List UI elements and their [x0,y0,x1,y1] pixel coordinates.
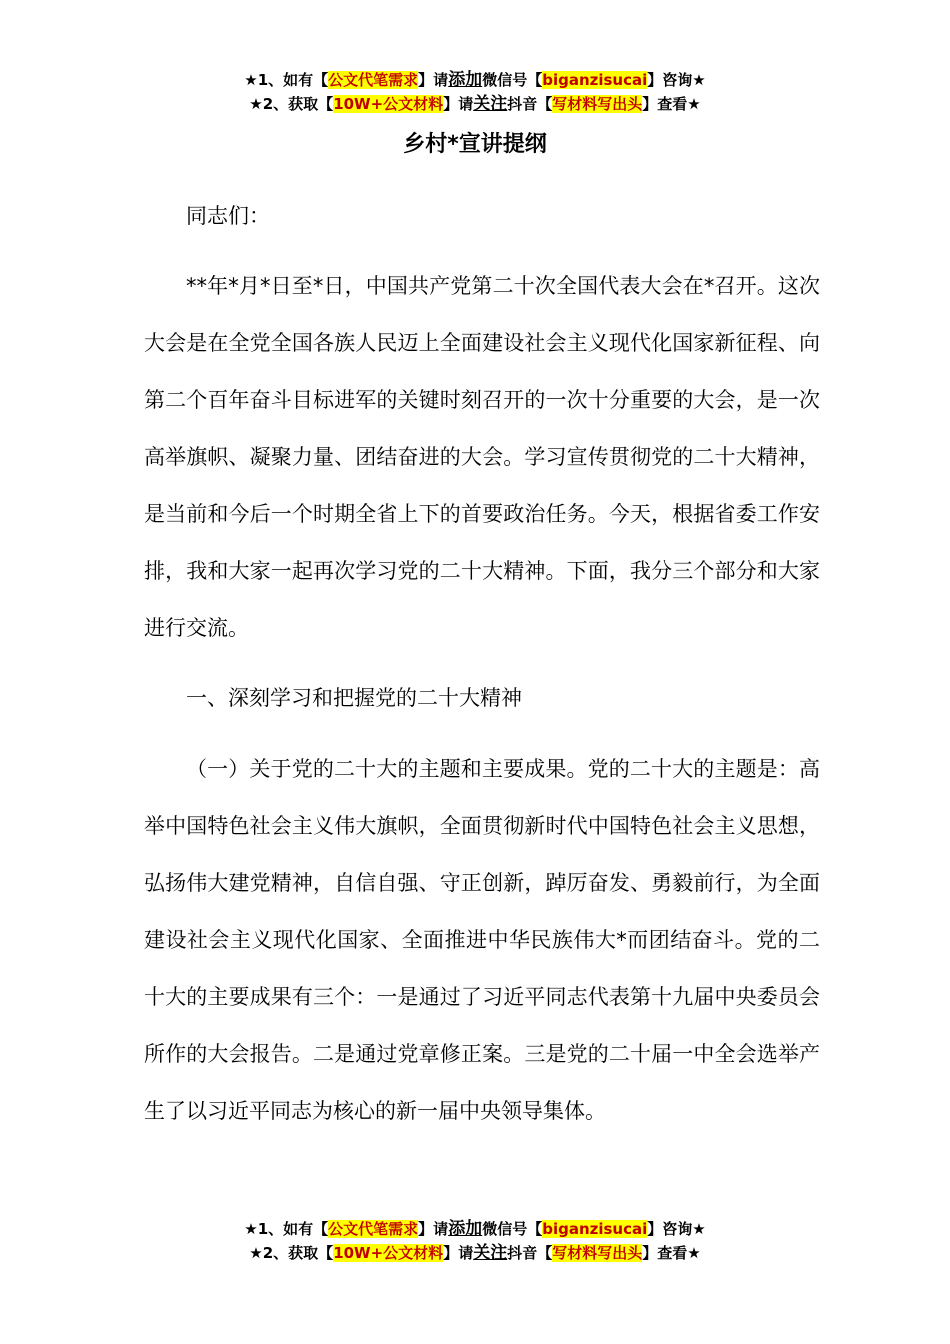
highlight-douyin-account: 写材料写出头 [552,1244,643,1262]
banner-text: ★1、如有【 [244,1220,329,1238]
highlight-materials: 10W+公文材料 [333,1244,444,1262]
highlight-wechat-id: biganzisucai [542,1220,648,1238]
bottom-banner [0,1217,950,1265]
paragraph-theme [144,741,820,1140]
highlight-service: 公文代笔需求 [328,71,419,89]
paragraph-theme-text: （一）关于党的二十大的主题和主要成果。党的二十大的主题是：高举中国特色社会主义伟大旗帜，全面贯彻新时代中国特色社会主义思想，弘扬伟大建党精神，自信自强、守正创新，踔厉奋发、勇毅前行，为全面建设社会主义现代化国家、全面推进中华民族伟大*而团结奋斗。党的二十大的主要成果有三个：一是通过了习近平同志代表第十九届中央委员会所作的大会报告。二是通过党章修正案。三是党的二十届一中全会选举产生了以习近平同志为核心的新一届中央领导集体。 [144,757,820,1123]
banner-line-1 [0,68,950,92]
banner-line-1 [0,1217,950,1241]
banner-text: ★2、获取【 [249,1244,334,1262]
banner-text: 抖音【 [507,95,553,113]
banner-text: 微信号【 [482,1220,543,1238]
top-banner [0,68,950,116]
highlight-service: 公文代笔需求 [328,1220,419,1238]
banner-emphasis: 关注 [473,94,508,114]
greeting [144,188,820,245]
banner-text: ★1、如有【 [244,71,329,89]
highlight-materials: 10W+公文材料 [333,95,444,113]
banner-text: 】请 [418,71,449,89]
greeting-text: 同志们： [186,204,270,228]
section-heading-1-text: 一、深刻学习和把握党的二十大精神 [186,686,522,710]
banner-text: 抖音【 [507,1244,553,1262]
banner-text: 】查看★ [642,1244,701,1262]
banner-text: 】请 [418,1220,449,1238]
banner-text: 微信号【 [482,71,543,89]
banner-emphasis: 添加 [448,1219,483,1239]
banner-line-2 [0,1241,950,1265]
banner-emphasis: 添加 [448,70,483,90]
banner-text: ★2、获取【 [249,95,334,113]
highlight-wechat-id: biganzisucai [542,71,648,89]
banner-text: 】请 [443,1244,474,1262]
banner-emphasis: 关注 [473,1243,508,1263]
paragraph-intro [144,258,820,657]
section-heading-1 [144,670,820,727]
banner-text: 】查看★ [642,95,701,113]
highlight-douyin-account: 写材料写出头 [552,95,643,113]
banner-text: 】咨询★ [647,1220,706,1238]
paragraph-intro-text: **年*月*日至*日，中国共产党第二十次全国代表大会在*召开。这次大会是在全党全国各族人民迈上全面建设社会主义现代化国家新征程、向第二个百年奋斗目标进军的关键时刻召开的一次十分重要的大会，是一次高举旗帜、凝聚力量、团结奋进的大会。学习宣传贯彻党的二十大精神，是当前和今后一个时期全省上下的首要政治任务。今天，根据省委工作安排，我和大家一起再次学习党的二十大精神。下面，我分三个部分和大家进行交流。 [144,274,820,640]
document-title: 乡村*宣讲提纲 [403,132,547,157]
banner-text: 】咨询★ [647,71,706,89]
banner-line-2 [0,92,950,116]
banner-text: 】请 [443,95,474,113]
